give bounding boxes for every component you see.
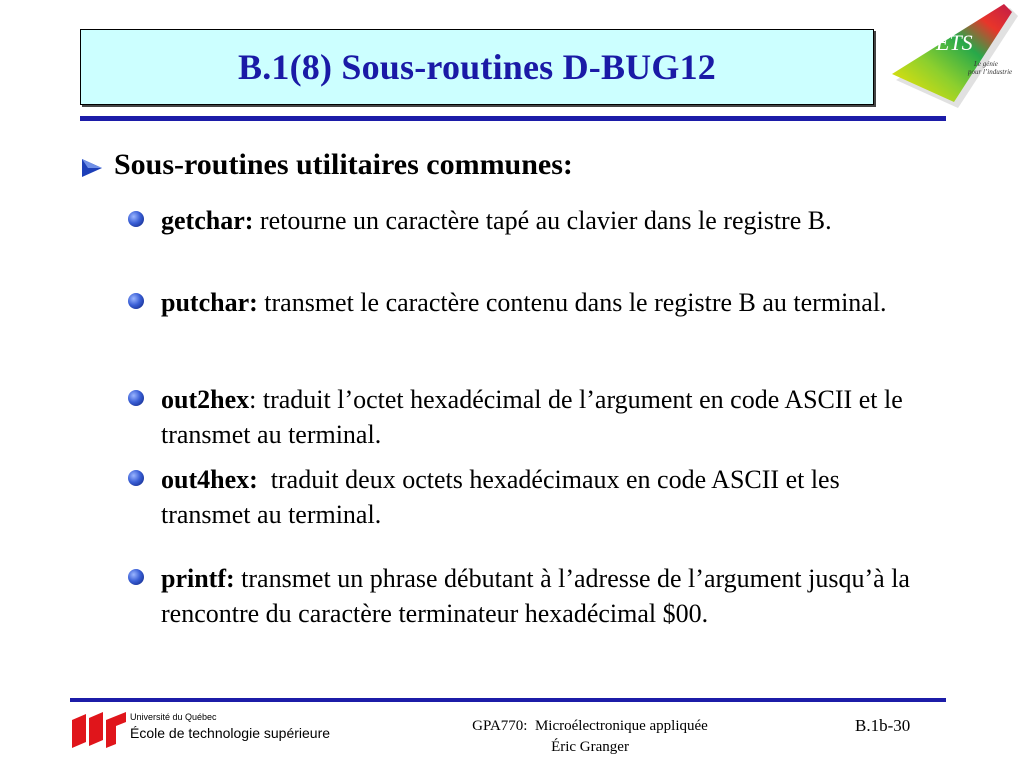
svg-text:ÉTS: ÉTS [936, 30, 973, 55]
sphere-bullet-icon [128, 211, 144, 227]
slide-title: B.1(8) Sous-routines D-BUG12 [238, 47, 716, 87]
item-keyword: out2hex [161, 385, 250, 414]
uq-ets-logo [72, 712, 126, 750]
list-item-out2hex [128, 382, 928, 452]
item-keyword: putchar: [161, 288, 258, 317]
top-rule [80, 116, 946, 121]
item-keyword: getchar: [161, 206, 254, 235]
page-number: B.1b-30 [855, 716, 911, 735]
list-item-printf [128, 561, 928, 631]
item-text: transmet le caractère contenu dans le registre B au terminal. [257, 288, 887, 317]
svg-text:pour l’industrie: pour l’industrie [968, 68, 1013, 76]
title-box [80, 29, 874, 105]
sphere-bullet-icon [128, 569, 144, 585]
sphere-bullet-icon [128, 390, 144, 406]
item-text: transmet un phrase débutant à l’adresse de l’argument jusqu’à la rencontre du caractère terminateur hexadécimal $00. [161, 564, 910, 628]
list-item-putchar [128, 285, 928, 320]
main-bullet-text: Sous-routines utilitaires communes: [114, 148, 573, 181]
list-item-getchar [128, 203, 928, 238]
item-keyword: printf: [161, 564, 235, 593]
course-title: GPA770: Microélectronique appliquée [472, 718, 708, 734]
main-bullet [80, 147, 573, 183]
arrow-bullet-icon [80, 155, 104, 181]
ets-logo [892, 4, 1022, 112]
item-text: retourne un caractère tapé au clavier dans le registre B. [253, 206, 832, 235]
item-text: traduit deux octets hexadécimaux en code ASCII et les transmet au terminal. [161, 465, 847, 529]
svg-text:Le génie: Le génie [974, 60, 998, 68]
bottom-rule [70, 698, 946, 702]
item-text: : traduit l’octet hexadécimal de l’argument en code ASCII et le transmet au terminal. [161, 385, 903, 449]
instructor-name: Éric Granger [551, 739, 629, 755]
item-keyword: out4hex: [161, 465, 258, 494]
course-info [400, 716, 780, 758]
sphere-bullet-icon [128, 293, 144, 309]
list-item-out4hex [128, 462, 928, 532]
university-name-small: Université du Québec [130, 712, 217, 722]
sphere-bullet-icon [128, 470, 144, 486]
university-name: École de technologie supérieure [130, 725, 331, 741]
